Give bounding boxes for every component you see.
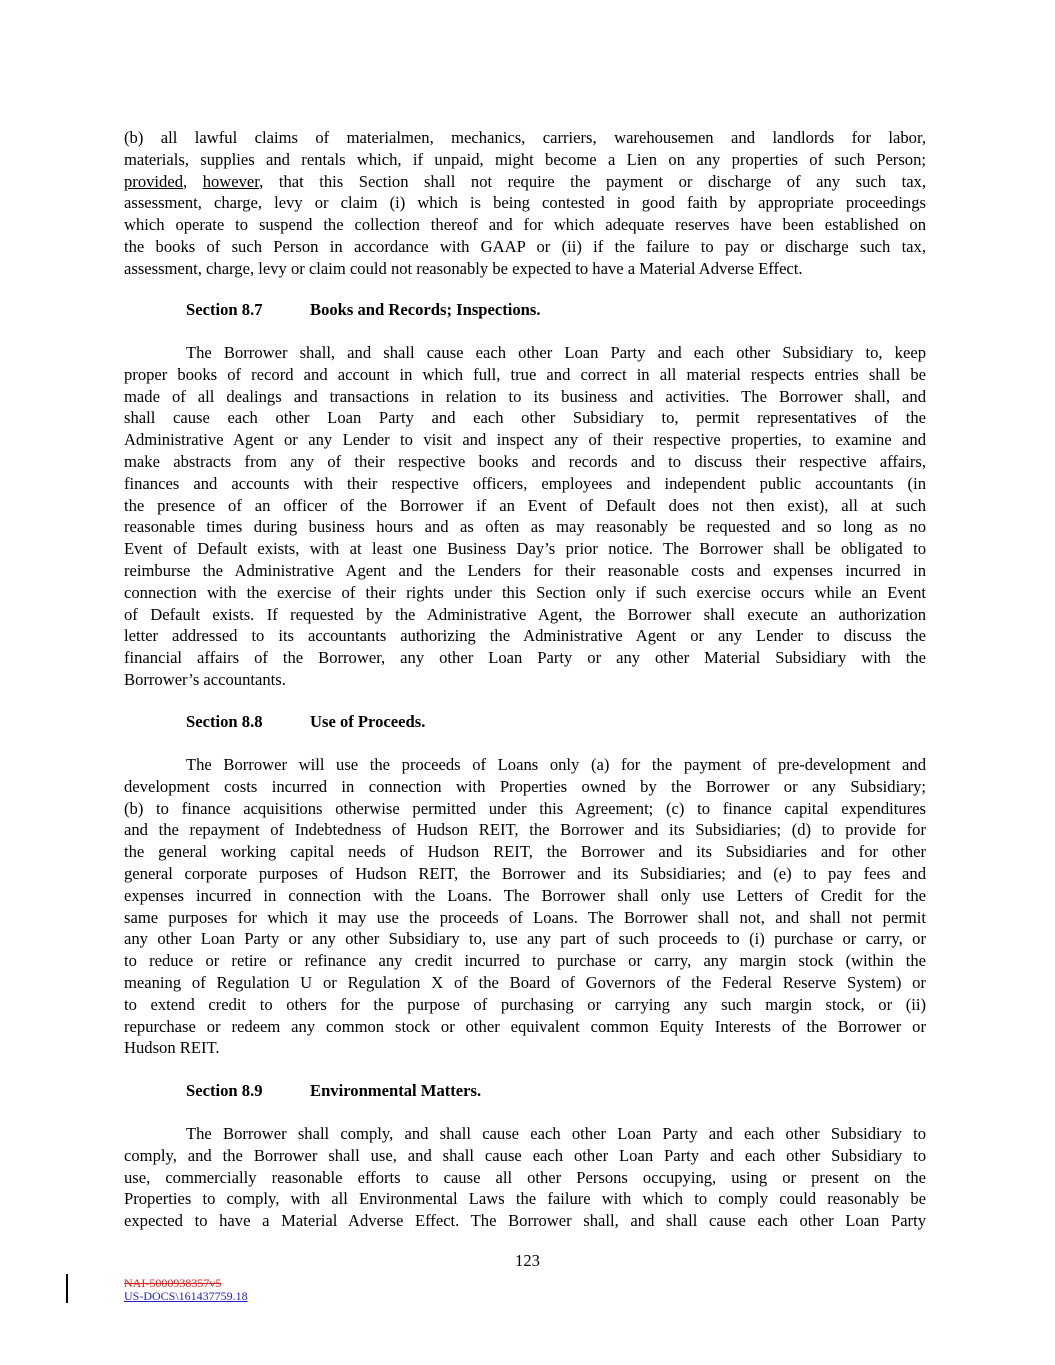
text-line: Borrower’s accountants. — [124, 669, 286, 689]
underlined-term: provided — [124, 171, 183, 191]
text-line: assessment, charge, levy or claim (i) which is being contested in good faith by appropriate proceedings — [124, 193, 926, 213]
text-line: make abstracts from any of their respective books and records and to discuss their respective affairs, — [124, 451, 926, 471]
text-line: The Borrower will use the proceeds of Loans only (a) for the payment of pre-development and — [186, 755, 926, 774]
text-line: made of all dealings and transactions in relation to its business and activities. The Borrower shall, and — [124, 386, 926, 406]
text-segment: , — [183, 171, 203, 191]
paragraph-8-7 — [124, 342, 926, 691]
section-number: Section 8.9 — [186, 1081, 263, 1100]
text-line: comply, and the Borrower shall use, and shall cause each other Loan Party and each other Subsidiary to — [124, 1145, 926, 1165]
text-line: (b) to finance acquisitions otherwise permitted under this Agreement; (c) to finance capital expenditures — [124, 798, 926, 818]
text-line: use, commercially reasonable efforts to cause all other Persons occupying, using or present on the — [124, 1167, 926, 1187]
text-line: materials, supplies and rentals which, if unpaid, might become a Lien on any properties of such Person; — [124, 149, 926, 169]
text-line: shall cause each other Loan Party and each other Subsidiary to, permit representatives of the — [124, 408, 926, 428]
text-line: of Default exists. If requested by the Administrative Agent, the Borrower shall execute an authorization — [124, 604, 926, 624]
text-line: reimburse the Administrative Agent and the Lenders for their reasonable costs and expenses incurred in — [124, 560, 926, 580]
section-heading-8-8 — [186, 711, 425, 733]
text-line: assessment, charge, levy or claim could not reasonably be expected to have a Material Adverse Effect. — [124, 258, 803, 278]
section-heading-8-9 — [186, 1080, 481, 1102]
text-line: any other Loan Party or any other Subsidiary to, use any part of such proceeds to (i) purchase or carry, or — [124, 929, 926, 949]
text-line: connection with the exercise of their rights under this Section only if such exercise occurs while an Event — [124, 582, 926, 602]
page-number: 123 — [515, 1251, 540, 1270]
text-line: development costs incurred in connection with Properties owned by the Borrower or any Subsidiary; — [124, 776, 926, 796]
section-title: Environmental Matters. — [310, 1081, 482, 1100]
section-title: Use of Proceeds. — [310, 712, 426, 731]
paragraph-8-6-b — [124, 127, 926, 280]
text-line: (b) all lawful claims of materialmen, mechanics, carriers, warehousemen and landlords for labor, — [124, 128, 926, 147]
text-line: which operate to suspend the collection thereof and for which adequate reserves have been established on — [124, 215, 926, 235]
section-number: Section 8.8 — [186, 712, 263, 731]
section-number: Section 8.7 — [186, 300, 263, 319]
section-heading-8-7 — [186, 299, 541, 321]
text-line: same purposes for which it may use the proceeds of Loans. The Borrower shall not, and shall not permit — [124, 907, 926, 927]
text-line: The Borrower shall comply, and shall cause each other Loan Party and each other Subsidiary to — [186, 1124, 926, 1143]
text-line: Properties to comply, with all Environmental Laws the failure with which to comply could reasonably be — [124, 1189, 926, 1209]
text-line: the books of such Person in accordance with GAAP or (ii) if the failure to pay or discharge such tax, — [124, 236, 926, 256]
text-line: expenses incurred in connection with the Loans. The Borrower shall only use Letters of Credit for the — [124, 885, 926, 905]
text-line: financial affairs of the Borrower, any other Loan Party or any other Material Subsidiary with the — [124, 648, 926, 668]
text-line: repurchase or redeem any common stock or other equivalent common Equity Interests of the Borrower or — [124, 1016, 926, 1036]
section-title: Books and Records; Inspections. — [310, 300, 541, 319]
text-line: proper books of record and account in which full, true and correct in all material respects entries shall be — [124, 364, 926, 384]
text-line: letter addressed to its accountants authorizing the Administrative Agent or any Lender to discuss the — [124, 626, 926, 646]
text-line: reasonable times during business hours and as often as may reasonably be requested and so long as no — [124, 517, 926, 537]
text-line: meaning of Regulation U or Regulation X of the Board of Governors of the Federal Reserve System) or — [124, 972, 926, 992]
text-line: expected to have a Material Adverse Effect. The Borrower shall, and shall cause each other Loan Party — [124, 1211, 926, 1231]
text-line: The Borrower shall, and shall cause each other Loan Party and each other Subsidiary to, keep — [186, 343, 926, 362]
text-segment: , that this Section shall not require the payment or discharge of any such tax, — [259, 171, 926, 191]
paragraph-8-8 — [124, 754, 926, 1059]
change-bar — [66, 1274, 68, 1303]
text-line: finances and accounts with their respective officers, employees and independent public accountants (in — [124, 473, 926, 493]
deleted-document-id: NAI-5000938357v5 — [124, 1276, 222, 1290]
paragraph-8-9 — [124, 1123, 926, 1232]
text-line: Administrative Agent or any Lender to visit and inspect any of their respective properties, to examine and — [124, 430, 926, 450]
text-line: general corporate purposes of Hudson REIT, the Borrower and its Subsidiaries; and (e) to pay fees and — [124, 863, 926, 883]
text-line: and the repayment of Indebtedness of Hudson REIT, the Borrower and its Subsidiaries; (d) to provide for — [124, 820, 926, 840]
underlined-term: however — [202, 171, 260, 191]
text-line: Hudson REIT. — [124, 1038, 220, 1058]
text-line: the general working capital needs of Hudson REIT, the Borrower and its Subsidiaries and for other — [124, 842, 926, 862]
text-line — [124, 171, 926, 193]
text-line: the presence of an officer of the Borrower if an Event of Default does not then exist), all at such — [124, 495, 926, 515]
document-id: US-DOCS\161437759.18 — [124, 1289, 248, 1303]
text-line: to extend credit to others for the purpose of purchasing or carrying any such margin stock, or (ii) — [124, 994, 926, 1014]
text-line: Event of Default exists, with at least one Business Day’s prior notice. The Borrower shall be obligated to — [124, 539, 926, 559]
text-line: to reduce or retire or refinance any credit incurred to purchase or carry, any margin stock (within the — [124, 951, 926, 971]
